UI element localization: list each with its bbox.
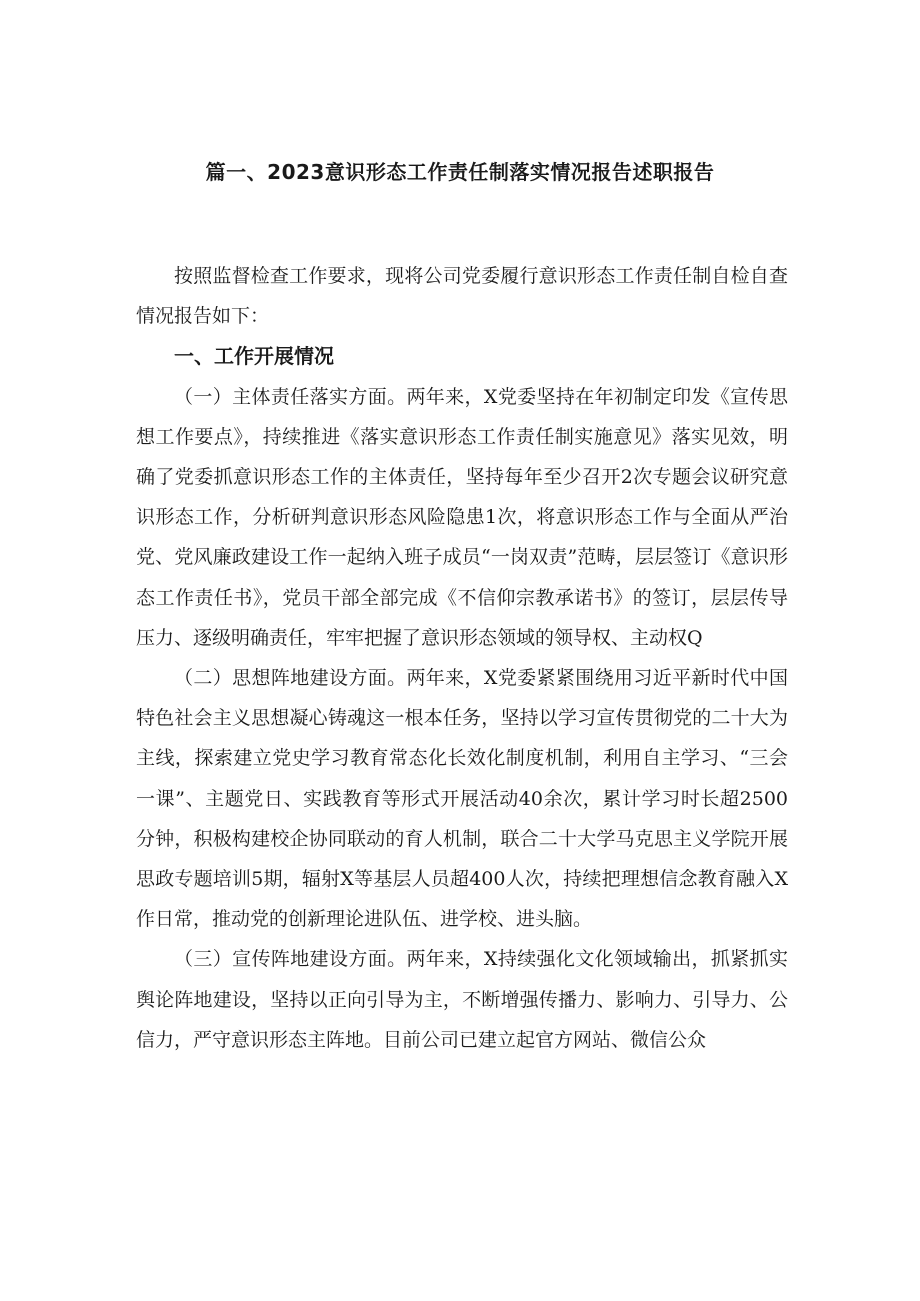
section-heading: 一、工作开展情况 [174,344,334,369]
paragraph-main-responsibility: （一）主体责任落实方面。两年来，X党委坚持在年初制定印发《宣传思想工作要点》，持续推进《落实意识形态工作责任制实施意见》落实见效，明确了党委抓意识形态工作的主体责任，坚持每年至少召开2次专题会议研究意识形态工作，分析研判意识形态风险隐患1次，将意识形态工作与全面从严治党、党风廉政建设工作一起纳入班子成员“一岗双责”范畴，层层签订《意识形态工作责任书》，党员干部全部完成《不信仰宗教承诺书》的签订，层层传导压力、逐级明确责任，牢牢把握了意识形态领域的领导权、主动权Q [136,385,788,649]
document-body [136,256,788,1060]
paragraph-ideological-front: （二）思想阵地建设方面。两年来，X党委紧紧围绕用习近平新时代中国特色社会主义思想凝心铸魂这一根本任务，坚持以学习宣传贯彻党的二十大为主线，探索建立党史学习教育常态化长效化制度机制，利用自主学习、“三会一课”、主题党日、实践教育等形式开展活动40余次，累计学习时长超2500分钟，积极构建校企协同联动的育人机制，联合二十大学马克思主义学院开展思政专题培训5期，辐射X等基层人员超400人次，持续把理想信念教育融入X作日常，推动党的创新理论进队伍、进学校、进头脑。 [136,667,788,931]
document-title: 篇一、2023意识形态工作责任制落实情况报告述职报告 [205,160,715,184]
intro-paragraph: 按照监督检查工作要求，现将公司党委履行意识形态工作责任制自检自查情况报告如下： [136,265,788,328]
paragraph-publicity-front: （三）宣传阵地建设方面。两年来，X持续强化文化领域输出，抓紧抓实舆论阵地建设，坚持以正向引导为主，不断增强传播力、影响力、引导力、公信力，严守意识形态主阵地。目前公司已建立起官方网站、微信公众 [136,948,788,1051]
